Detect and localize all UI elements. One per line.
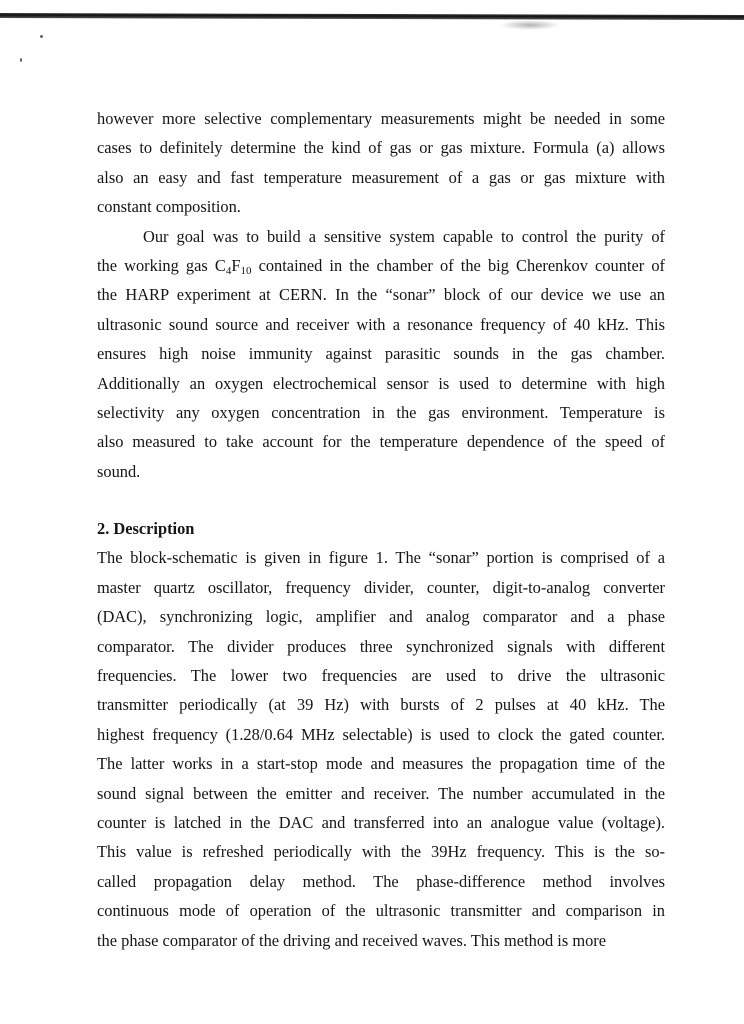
text-line: called propagation delay method. The phase-difference method involves	[97, 871, 665, 891]
text-line: comparator. The divider produces three synchronized signals with different	[97, 636, 665, 656]
subscript: 4	[225, 264, 232, 277]
text-fragment: contained in the chamber of the big Cherenkov counter of	[251, 255, 665, 275]
text-line: the phase comparator of the driving and received waves. This method is more	[97, 930, 607, 950]
text-line: however more selective complementary measurements might be needed in some	[97, 109, 665, 128]
text-line: (DAC), synchronizing logic, amplifier and analog comparator and a phase	[97, 607, 665, 627]
text-line: ultrasonic sound source and receiver with a resonance frequency of 40 kHz. This	[97, 314, 665, 334]
text-fragment: F	[231, 255, 241, 275]
text-line: cases to definitely determine the kind of gas or gas mixture. Formula (a) allows	[97, 138, 665, 158]
text-line: Our goal was to build a sensitive system capable to control the purity of	[143, 226, 665, 246]
text-line: This value is refreshed periodically with the 39Hz frequency. This is the so-	[97, 842, 665, 862]
scan-top-edge	[0, 13, 744, 20]
paragraph-continued	[97, 104, 665, 222]
text-line-formula	[97, 251, 665, 280]
text-line: The block-schematic is given in figure 1. The “sonar” portion is comprised of a	[97, 548, 665, 568]
text-fragment: the working gas C	[97, 255, 226, 275]
text-line: counter is latched in the DAC and transferred into an analogue value (voltage).	[97, 812, 665, 832]
text-line: the HARP experiment at CERN. In the “sonar” block of our device we use an	[97, 285, 665, 305]
text-line: selectivity any oxygen concentration in the gas environment. Temperature is	[97, 402, 665, 422]
text-line: sound signal between the emitter and receiver. The number accumulated in the	[97, 783, 665, 803]
text-line: highest frequency (1.28/0.64 MHz selectable) is used to clock the gated counter.	[97, 724, 665, 744]
subscript: 10	[240, 264, 252, 277]
text-line: master quartz oscillator, frequency divider, counter, digit-to-analog converter	[97, 577, 665, 597]
text-line: also an easy and fast temperature measurement of a gas or gas mixture with	[97, 167, 665, 187]
section-heading: 2. Description	[97, 519, 195, 539]
paragraph-description	[97, 543, 665, 954]
text-line: also measured to take account for the temperature dependence of the speed of	[97, 432, 665, 452]
text-line: constant composition.	[97, 197, 241, 217]
document-page	[97, 104, 665, 955]
text-line: frequencies. The lower two frequencies are used to drive the ultrasonic	[97, 666, 665, 686]
scan-smudge	[500, 20, 560, 30]
text-line: transmitter periodically (at 39 Hz) with bursts of 2 pulses at 40 kHz. The	[97, 695, 665, 715]
text-line: Additionally an oxygen electrochemical sensor is used to determine with high	[97, 373, 665, 393]
scan-speck	[20, 58, 22, 62]
text-line: The latter works in a start-stop mode and measures the propagation time of the	[97, 754, 665, 774]
text-line: ensures high noise immunity against parasitic sounds in the gas chamber.	[97, 344, 665, 364]
text-line: sound.	[97, 461, 141, 481]
paragraph-goal	[97, 222, 665, 487]
scan-speck	[40, 35, 43, 38]
text-line: continuous mode of operation of the ultrasonic transmitter and comparison in	[97, 901, 665, 921]
